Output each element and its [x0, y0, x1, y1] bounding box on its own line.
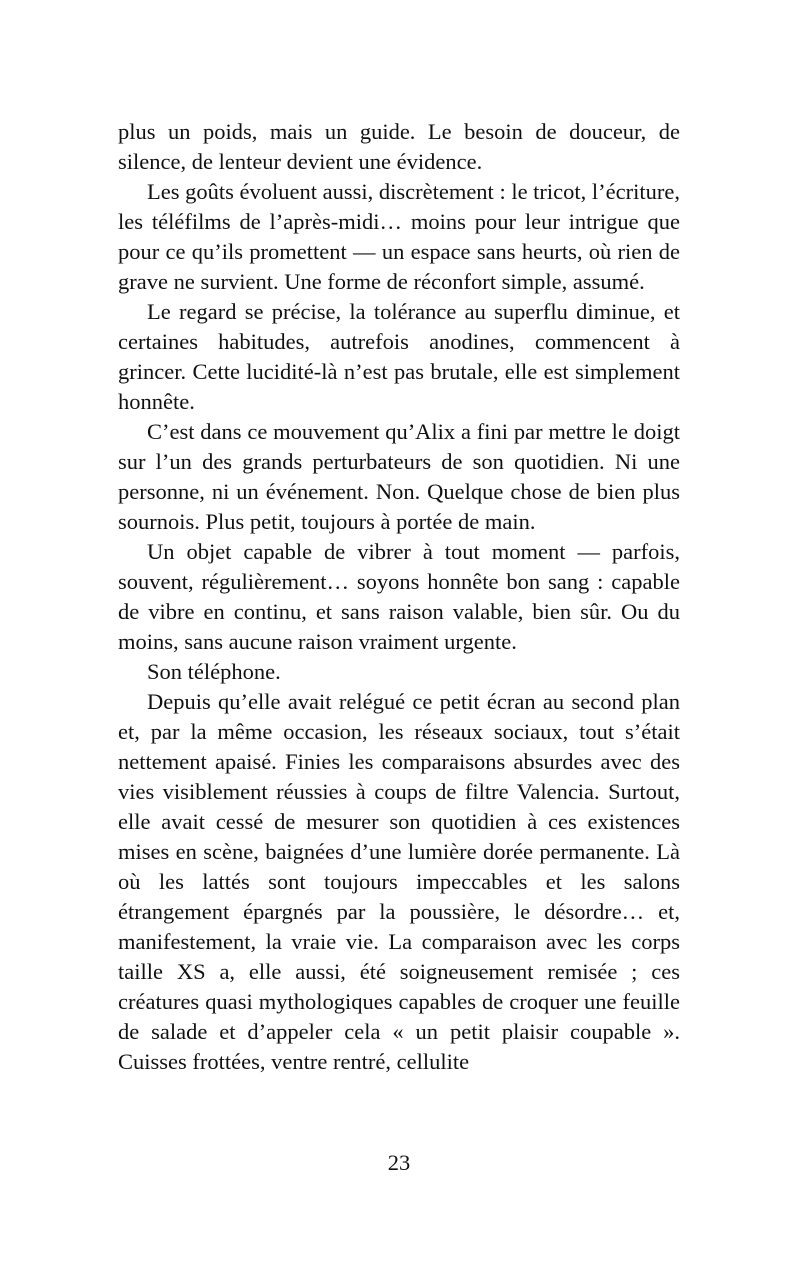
page-number: 23	[387, 1150, 411, 1175]
paragraph-1: plus un poids, mais un guide. Le besoin de douceur, de silence, de lenteur devient une évidence.	[118, 119, 680, 174]
paragraph-6: Son téléphone.	[147, 659, 281, 684]
body-text	[118, 117, 680, 1077]
paragraph-2: Les goûts évoluent aussi, discrètement : le tricot, l’écriture, les téléfilms de l’après-midi… moins pour leur intrigue que pour ce qu’ils promettent — un espace sans heurts, où rien de grave ne survient. Une forme de réconfort simple, assumé.	[118, 179, 680, 294]
paragraph-3: Le regard se précise, la tolérance au superflu diminue, et certaines habitudes, autrefois anodines, commencent à grincer. Cette lucidité-là n’est pas brutale, elle est simplement honnête.	[118, 299, 680, 414]
paragraph-4: C’est dans ce mouvement qu’Alix a fini par mettre le doigt sur l’un des grands perturbateurs de son quotidien. Ni une personne, ni un événement. Non. Quelque chose de bien plus sournois. Plus petit, toujours à portée de main.	[118, 419, 680, 534]
paragraph-7: Depuis qu’elle avait relégué ce petit écran au second plan et, par la même occasion, les réseaux sociaux, tout s’était nettement apaisé. Finies les comparaisons absurdes avec des vies visiblement réussies à coups de filtre Valencia. Surtout, elle avait cessé de mesurer son quotidien à ces existences mises en scène, baignées d’une lumière dorée permanente. Là où les lattés sont toujours impeccables et les salons étrangement épargnés par la poussière, le désordre… et, manifestement, la vraie vie. La comparaison avec les corps taille XS a, elle aussi, été soigneusement remisée ; ces créatures quasi mythologiques capables de croquer une feuille de salade et d’appeler cela « un petit plaisir coupable ». Cuisses frottées, ventre rentré, cellulite	[118, 689, 680, 1074]
paragraph-5: Un objet capable de vibrer à tout moment — parfois, souvent, régulièrement… soyons honnête bon sang : capable de vibre en continu, et sans raison valable, bien sûr. Ou du moins, sans aucune raison vraiment urgente.	[118, 539, 680, 654]
